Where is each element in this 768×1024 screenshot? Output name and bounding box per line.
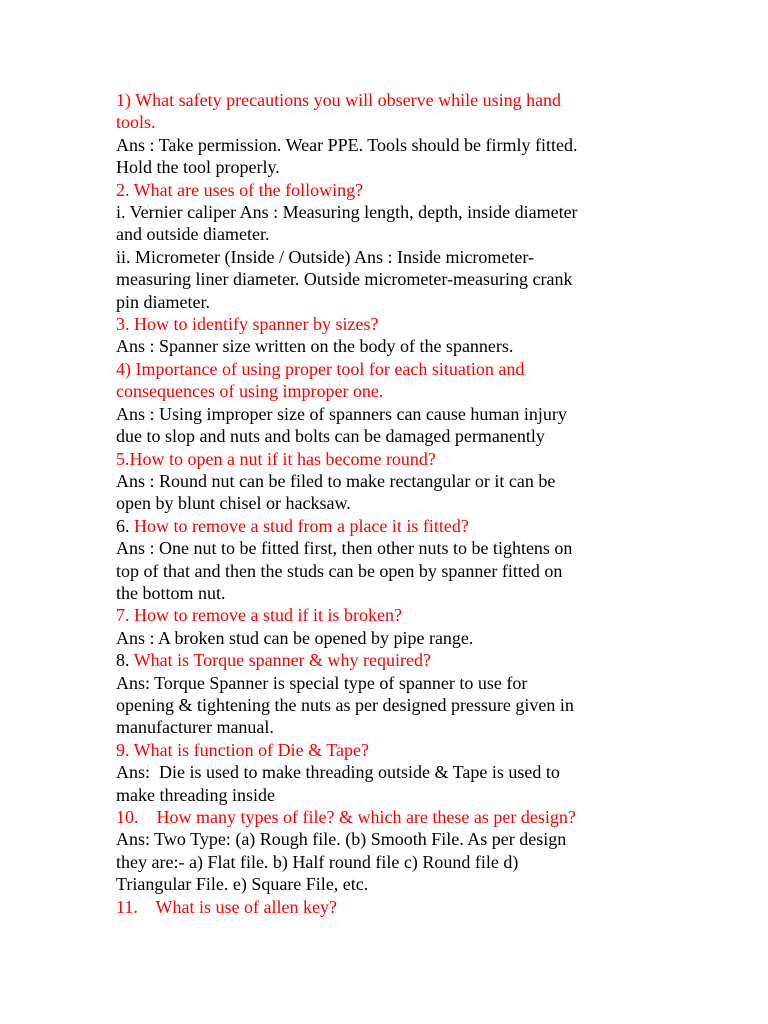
question-text: consequences of using improper one. <box>116 381 384 402</box>
text-line <box>116 223 656 245</box>
text-line <box>116 896 656 918</box>
answer-text: Ans: Torque Spanner is special type of spanner to use for <box>116 672 528 693</box>
text-line <box>116 739 656 761</box>
text-line <box>116 828 656 850</box>
text-line <box>116 806 656 828</box>
answer-text: due to slop and nuts and bolts can be damaged permanently <box>116 426 545 447</box>
text-line <box>116 851 656 873</box>
question-text: 10. How many types of file? & which are these as per design? <box>116 807 576 827</box>
question-text: 1) What safety precautions you will observe while using hand <box>116 90 562 110</box>
answer-text: ii. Micrometer (Inside / Outside) Ans : Inside micrometer- <box>116 246 535 267</box>
question-number: 8. <box>116 650 134 671</box>
question-number: 6. <box>116 515 134 536</box>
text-line <box>116 492 656 514</box>
text-line <box>116 716 656 738</box>
question-text: What is Torque spanner & why required? <box>133 650 432 671</box>
document-page <box>116 89 656 918</box>
text-line <box>116 291 656 313</box>
text-line <box>116 246 656 268</box>
text-line <box>116 403 656 425</box>
answer-text: Ans : Using improper size of spanners can cause human injury <box>116 403 567 424</box>
text-line <box>116 470 656 492</box>
question-text: 5.How to open a nut if it has become round? <box>116 448 436 469</box>
answer-text: they are:- a) Flat file. b) Half round file c) Round file d) <box>116 851 519 872</box>
answer-text: Ans: Two Type: (a) Rough file. (b) Smooth File. As per design <box>116 829 567 850</box>
answer-text: Ans : Take permission. Wear PPE. Tools should be firmly fitted. <box>116 134 578 155</box>
text-line <box>116 627 656 649</box>
text-line <box>116 873 656 895</box>
text-line <box>116 380 656 402</box>
text-line <box>116 358 656 380</box>
answer-text: pin diameter. <box>116 291 210 312</box>
text-line <box>116 179 656 201</box>
text-line <box>116 268 656 290</box>
text-line <box>116 604 656 626</box>
answer-text: i. Vernier caliper Ans : Measuring length, depth, inside diameter <box>116 202 578 223</box>
question-text: 9. What is function of Die & Tape? <box>116 739 370 760</box>
text-line <box>116 694 656 716</box>
text-line <box>116 156 656 178</box>
question-text: 7. How to remove a stud if it is broken? <box>116 605 402 626</box>
answer-text: opening & tightening the nuts as per designed pressure given in <box>116 694 574 715</box>
text-line <box>116 537 656 559</box>
answer-text: the bottom nut. <box>116 582 226 603</box>
question-text: 3. How to identify spanner by sizes? <box>116 314 379 335</box>
text-line <box>116 582 656 604</box>
text-line <box>116 134 656 156</box>
text-line <box>116 425 656 447</box>
text-line <box>116 784 656 806</box>
answer-text: make threading inside <box>116 784 275 805</box>
question-text: How to remove a stud from a place it is fitted? <box>134 515 469 536</box>
answer-text: Triangular File. e) Square File, etc. <box>116 874 369 895</box>
answer-text: Ans : Round nut can be filed to make rectangular or it can be <box>116 470 556 491</box>
answer-text: measuring liner diameter. Outside micrometer-measuring crank <box>116 269 573 290</box>
text-line <box>116 89 656 111</box>
answer-text: manufacturer manual. <box>116 717 274 738</box>
text-line <box>116 672 656 694</box>
answer-text: open by blunt chisel or hacksaw. <box>116 493 351 514</box>
text-line <box>116 335 656 357</box>
answer-text: Ans: Die is used to make threading outside & Tape is used to <box>116 762 560 783</box>
question-text: 4) Importance of using proper tool for each situation and <box>116 358 525 379</box>
answer-text: Ans : A broken stud can be opened by pipe range. <box>116 627 474 648</box>
answer-text: Hold the tool properly. <box>116 157 280 178</box>
text-line <box>116 313 656 335</box>
question-text: tools. <box>116 112 156 133</box>
text-line <box>116 515 656 537</box>
answer-text: Ans : Spanner size written on the body of the spanners. <box>116 336 514 357</box>
answer-text: Ans : One nut to be fitted first, then other nuts to be tightens on <box>116 538 573 559</box>
answer-text: top of that and then the studs can be open by spanner fitted on <box>116 560 563 581</box>
text-line <box>116 761 656 783</box>
question-text: 11. What is use of allen key? <box>116 896 337 917</box>
text-line <box>116 201 656 223</box>
text-line <box>116 448 656 470</box>
text-line <box>116 649 656 671</box>
question-text: 2. What are uses of the following? <box>116 179 364 200</box>
answer-text: and outside diameter. <box>116 224 270 245</box>
text-line <box>116 560 656 582</box>
text-line <box>116 111 656 133</box>
